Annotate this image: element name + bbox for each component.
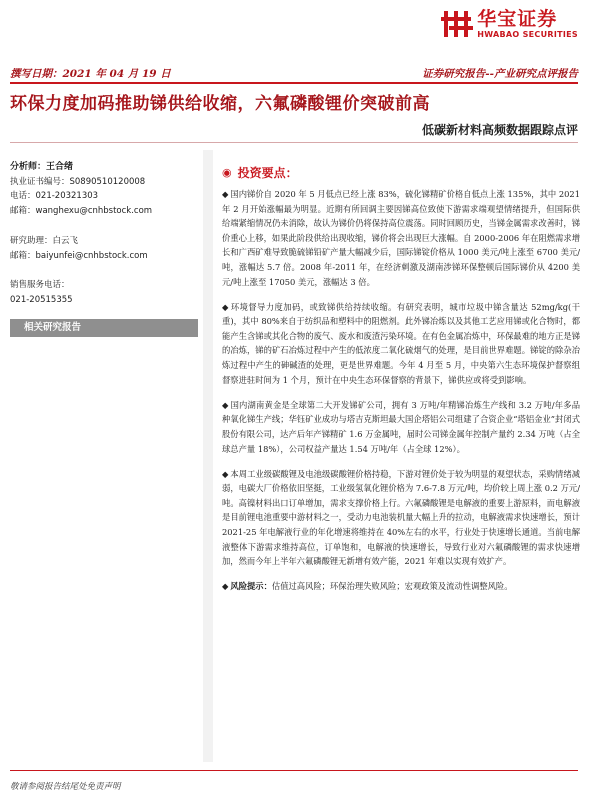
highlights-heading-text: 投资要点： [237,165,298,180]
paragraph-risk [222,579,580,594]
hwabao-logo-mark-icon [441,8,473,40]
diamond-bullet-icon: ◆ [222,399,229,410]
highlights-heading [222,163,580,181]
meta-row [10,66,578,80]
paragraph-text: 环境督导力度加码，或致锑供给持续收缩。有研究表明，城市垃圾中锑含量达 52mg/kg(干重)，其中 80%来自于纺织品和塑料中的阻燃剂。此外锑冶炼以及其他工艺应用锑或化合物时，都能产生含锑或其化合物的废气、废水和废渣污染环境。在有色金属冶炼中，环保最难的地方正是锑的冶炼，锑的矿石冶炼过程中产生的低浓度二氧化硫烟气的处理，是目前世界难题。锑锭的除杂冶炼过程中产生的砷碱渣的处理，更是世界难题。今年 4 月至 5 月，中央第六生态环境保护督察组督察进驻时间为 1 个月，预计在中央生态环保督察的背景下，锑供应或将受到影响。 [222,301,580,385]
paragraph-text: 国内锑价自 2020 年 5 月低点已经上涨 83%，硫化锑精矿价格自低点上涨 135%，其中 2021 年 2 月开始涨幅最为明显。近期有所回调主要因锑高位致使下游需求端观望情绪提升，但国际供给端紧缩情况仍未消除，故认为锑价仍将保持高位震荡。同时回顾历史，当锑金属需求改善时，锑价重心上移，如果此阶段供给出现收缩，锑价将会出现巨大涨幅。自 2000-2006 年在阻燃需求增长和广西矿难导致脆硫锑铅矿产量大幅减少后，国际锑锭价格从 1000 美元/吨上涨至 6700 美元/吨，涨幅达 5.7 倍。2008 年-2011 年，在经济刺激及湖南涉锑环保整顿后国际锑价从 4200 美元/吨上涨至 17050 美元，涨幅达 3 倍。 [222,189,580,287]
paragraph-companies [222,398,580,456]
analyst-email[interactable]: 邮箱：wanghexu@cnhbstock.com [10,205,153,216]
risk-text: 估值过高风险；环保治理失败风险；宏观政策及流动性调整风险。 [271,581,513,592]
analyst-name: 分析师：王合绪 [10,162,74,172]
diamond-bullet-icon: ◆ [222,468,229,479]
diamond-bullet-icon: ◆ [222,301,229,312]
report-title: 环保力度加码推助锑供给收缩，六氟磷酸锂价突破前高 [10,94,430,114]
title-divider [10,142,578,143]
paragraph-antimony-price [222,187,580,289]
diamond-bullet-icon: ◆ [222,581,229,592]
analyst-cert: 执业证书编号：S0890510120008 [10,176,146,187]
paragraph-text: 本周工业级碳酸锂及电池级碳酸锂价格持稳，下游对锂价处于较为明显的观望状态，采购情绪减弱，电碳大厂价格依旧坚挺，工业级氢氧化锂价格为 7.6-7.8 万元/吨，均价较上周上涨 0.2 万元/吨。高镍材料出口订单增加，需求支撑价格上行。六氟磷酸锂是电解液的重要上游原料，而电解液是目前锂电池重要中游材料之一，受动力电池装机量大幅上升的拉动，电解液需求快速增长，预计 2021-25 年电解液行业的年化增速将维持在 40%左右的水平，行业处于快速增长通道。当前电解液整体下游需求维持高位，订单饱和，电解液的快速增长，导致行业对六氟磷酸锂的需求快速增加，然而今年上半年六氟磷酸锂无新增有效产能，2021 年难以实现有效扩产。 [222,468,580,567]
brand-name-en: HWABAO SECURITIES [477,30,578,39]
diamond-bullet-icon: ◆ [222,189,229,199]
paragraph-lithium [222,467,580,569]
sales-phone: 021-20515355 [10,294,73,305]
investment-highlights [222,163,580,604]
assistant-name: 研究助理：白云飞 [10,236,79,246]
sales-label: 销售服务电话： [10,280,70,290]
assistant-email[interactable]: 邮箱：baiyunfei@cnhbstock.com [10,250,148,261]
risk-label: 风险提示： [230,581,272,592]
brand-logo [441,8,578,40]
disclaimer-footer: 敬请参阅报告结尾处免责声明 [10,782,121,792]
red-chevron-icon: ◉ [222,165,232,179]
top-divider [10,82,578,84]
related-reports-tag: 相关研究报告 [10,319,198,337]
paragraph-text: 国内湖南黄金是全球第二大开发锑矿公司，拥有 3 万吨/年精锑冶炼生产线和 3.2 万吨/年多品种氧化锑生产线；华钰矿业成功与塔吉克斯坦最大国企塔铝公司组建了合资企业“塔铝金业”封闭式股份有限公司，达产后年产锑精矿 1.6 万金属吨，届时公司锑金属年控制产量约 2.34 万吨（占全球总产量 18%），公司权益产量达 1.54 万吨/年（占全球 12%）。 [222,399,580,454]
footer-divider [10,770,578,771]
brand-name-cn: 华宝证券 [477,8,558,30]
report-category: 证券研究报告--产业研究点评报告 [422,67,578,80]
paragraph-environmental [222,300,580,388]
author-sidebar [10,160,200,337]
analyst-phone: 电话：021-20321303 [10,191,99,201]
column-separator [203,150,213,762]
report-date: 撰写日期：2021 年 04 月 19 日 [10,67,171,80]
report-subtitle: 低碳新材料高频数据跟踪点评 [421,123,578,137]
